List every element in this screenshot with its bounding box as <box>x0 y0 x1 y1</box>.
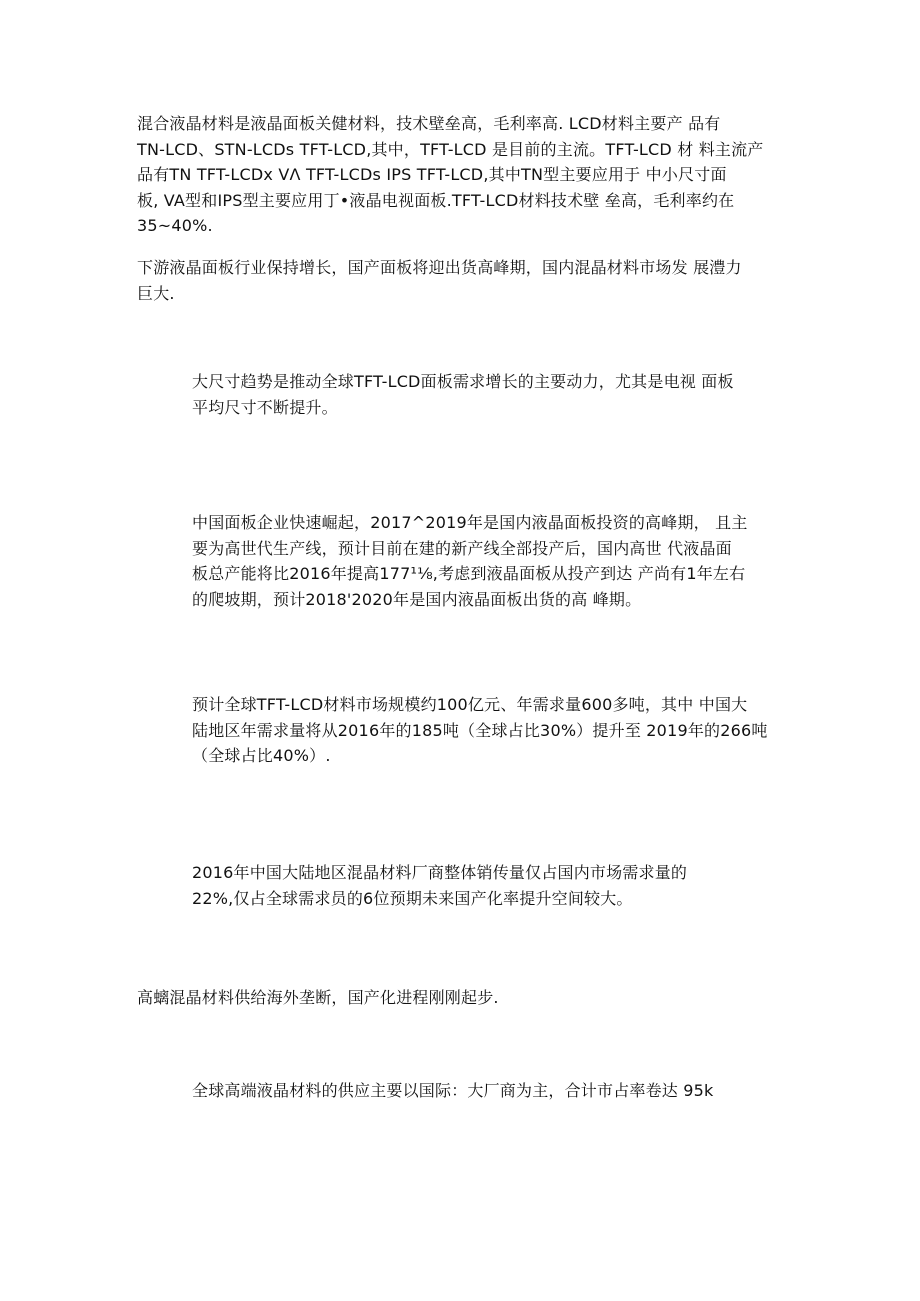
text-line: 2016年中国大陆地区混晶材料厂商整体销传量仅占国内市场需求量的 <box>192 863 688 882</box>
text-line: 35~40%. <box>137 216 213 236</box>
paragraph-domestic-share <box>192 860 687 911</box>
text-line: 平均尺寸不断提升。 <box>192 397 338 417</box>
paragraph-overseas-monopoly <box>137 985 499 1011</box>
text-line: 巨大. <box>137 283 175 303</box>
text-line: 预计全球TFT-LCD材料市场规模约100亿元、年需求量600多吨，其中 中国大 <box>192 695 748 714</box>
text-line: 的爬坡期，预计2018'2020年是国内液晶面板出货的高 峰期。 <box>192 589 642 609</box>
text-line: 高螭混晶材料供给海外垄断，国产化进程刚刚起步. <box>137 988 499 1007</box>
text-line: （全球占比40%）. <box>192 746 331 766</box>
text-line: 陆地区年需求量将从2016年的185吨（全球占比30%）提升至 2019年的266吨 <box>192 720 768 740</box>
text-line: 混合液晶材料是液晶面板关健材料，技术壁垒高，毛利率高. LCD材料主要产 品有 <box>137 114 721 133</box>
text-line: 板, VA型和IPS型主要应用丁•液晶电视面板.TFT-LCD材料技术壁 垒高，毛利率约在 <box>137 190 735 210</box>
text-line: 品有TN TFT-LCDx VΛ TFT-LCDs IPS TFT-LCD,其中TN型主要应用于 中小尺寸面 <box>137 165 727 185</box>
text-line: 要为高世代生产线，预计目前在建的新产线全部投产后，国内高世 代液晶面 <box>192 538 732 558</box>
text-line: 全球高端液晶材料的供应主要以国际：大厂商为主，合计市占率卷达 95k <box>192 1081 714 1100</box>
paragraph-global-supply <box>192 1078 714 1104</box>
text-line: 大尺寸趋势是推动全球TFT-LCD面板需求增长的主要动力，尤其是电视 面板 <box>192 372 734 391</box>
paragraph-china-panel-rise <box>192 510 748 612</box>
text-line: 下游液晶面板行业保持增长，国产面板将迎出货高峰期，国内混晶材料市场发 展澧力 <box>137 258 742 277</box>
paragraph-downstream-growth <box>137 255 742 306</box>
paragraph-large-size-trend <box>192 369 734 420</box>
text-line: TN-LCD、STN-LCDs TFT-LCD,其中，TFT-LCD 是目前的主流。TFT-LCD 材 料主流产 <box>137 139 764 159</box>
text-line: 中国面板企业快速崛起，2017^2019年是国内液晶面板投资的高峰期， 且主 <box>192 513 748 532</box>
text-line: 板总产能将比2016年提高177¹⅛,考虑到液晶面板从投产到达 产尚有1年左右 <box>192 564 746 584</box>
paragraph-lcd-materials-overview <box>137 111 764 239</box>
paragraph-market-size <box>192 692 768 769</box>
text-line: 22%,仅占全球需求员的6位预期未来国产化率提升空间较大。 <box>192 888 633 908</box>
